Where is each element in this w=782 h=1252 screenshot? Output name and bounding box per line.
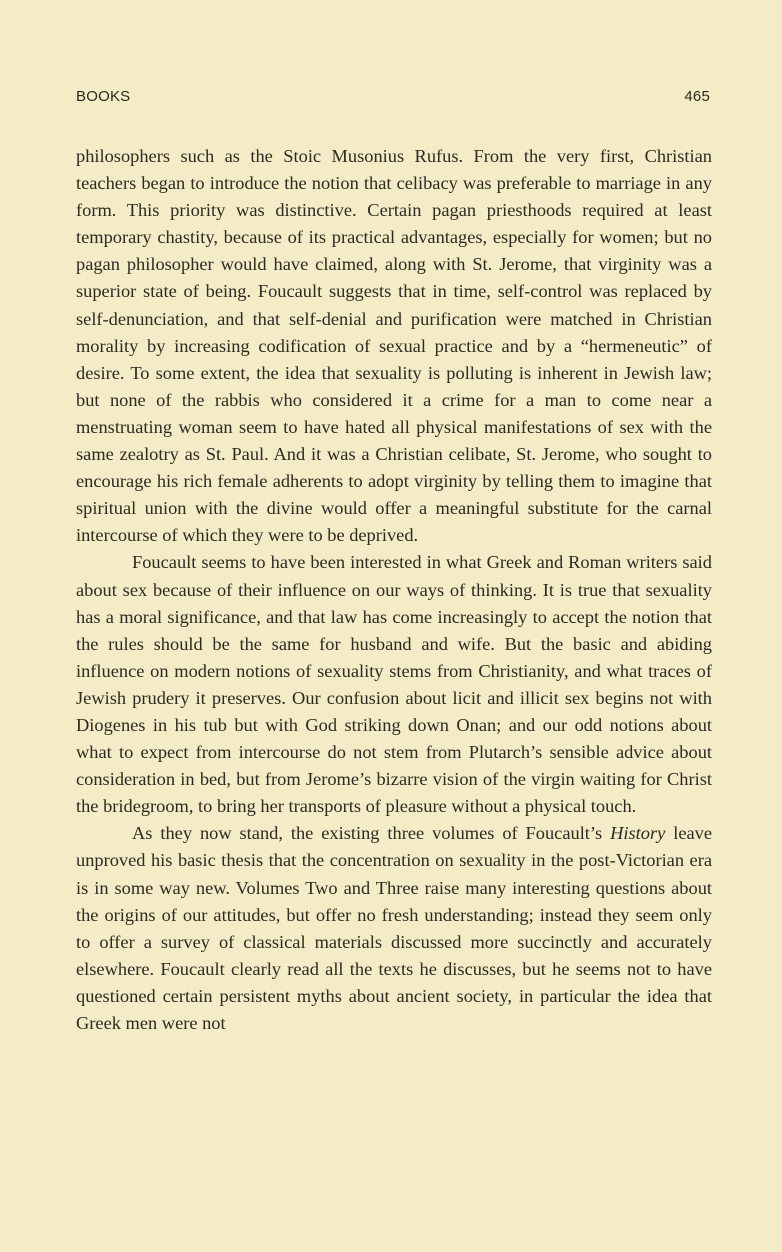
paragraph-3 [76, 820, 712, 1037]
section-title: BOOKS [76, 88, 131, 105]
paragraph-1 [76, 143, 712, 549]
paragraph-3-text-b: leave unproved his basic thesis that the concentration on sexuality in the post-Victorian era is in some way new. Volumes Two and Three raise many interesting questions about the origins of our attitudes, but offer no fresh understanding; instead they seem only to offer a survey of classical materials discussed more succinctly and accurately elsewhere. Foucault clearly read all the texts he discusses, but he seems not to have questioned certain persistent myths about ancient society, in particular the idea that Greek men were not [76, 823, 713, 1033]
running-head [76, 88, 710, 105]
paragraph-2-text: Foucault seems to have been interested in what Greek and Roman writers said about sex because of their influence on our ways of thinking. It is true that sexuality has a moral significance, and that law has come increasingly to accept the notion that the rules should be the same for husband and wife. But the basic and abiding influence on modern notions of sexuality stems from Christianity, and what traces of Jewish prudery it preserves. Our confusion about licit and illicit sex begins not with Diogenes in his tub but with God striking down Onan; and our odd notions about what to expect from intercourse do not stem from Plutarch’s sensible advice about consideration in bed, but from Jerome’s bizarre vision of the virgin waiting for Christ the bridegroom, to bring her transports of pleasure without a physical touch. [76, 552, 712, 817]
page-number: 465 [684, 88, 710, 105]
paragraph-3-text-a: As they now stand, the existing three volumes of Foucault’s [132, 823, 611, 844]
body-text [76, 143, 712, 1037]
paragraph-1-text: philosophers such as the Stoic Musonius Rufus. From the very first, Christian teachers began to introduce the notion that celibacy was preferable to marriage in any form. This priority was distinctive. Certain pagan priesthoods required at least temporary chastity, because of its practical advantages, especially for women; but no pagan philosopher would have claimed, along with St. Jerome, that virginity was a superior state of being. Foucault suggests that in time, self-control was replaced by self-denunciation, and that self-denial and purification were matched in Christian morality by increasing codification of sexual practice and by a “hermeneutic” of desire. To some extent, the idea that sexuality is polluting is inherent in Jewish law; but none of the rabbis who considered it a crime for a man to come near a menstruating woman seem to have hated all physical manifestations of sex with the same zealotry as St. Paul. And it was a Christian celibate, St. Jerome, who sought to encourage his rich female adherents to adopt virginity by telling them to imagine that spiritual union with the divine would offer a meaningful substitute for the carnal intercourse of which they were to be deprived. [76, 146, 712, 546]
book-title-history: History [610, 823, 666, 844]
paragraph-2 [76, 549, 712, 820]
